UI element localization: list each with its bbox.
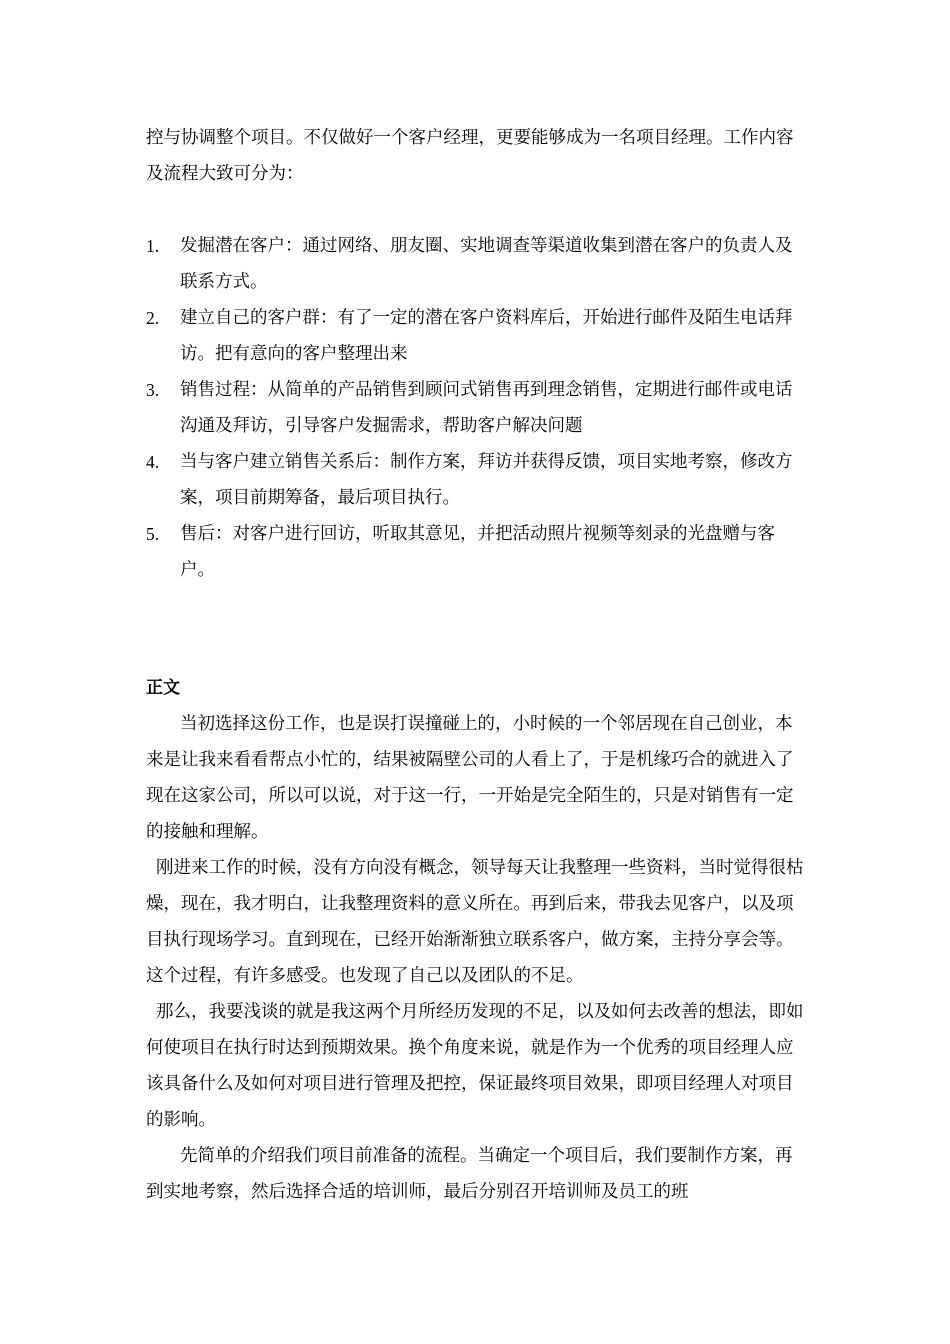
workflow-list xyxy=(146,228,806,588)
body-paragraph: 刚进来工作的时候，没有方向没有概念，领导每天让我整理一些资料，当时觉得很枯燥，现在，我才明白，让我整理资料的意义所在。再到后来，带我去见客户，以及项目执行现场学习。直到现在，已经开始渐渐独立联系客户，做方案，主持分享会等。这个过程，有许多感受。也发现了自己以及团队的不足。 xyxy=(146,858,804,986)
list-item-number: 1. xyxy=(146,236,160,256)
body-paragraph: 那么，我要浅谈的就是我这两个月所经历发现的不足，以及如何去改善的想法，即如何使项目在执行时达到预期效果。换个角度来说，就是作为一个优秀的项目经理人应该具备什么及如何对项目进行管理及把控，保证最终项目效果，即项目经理人对项目的影响。 xyxy=(146,1002,804,1130)
document-page xyxy=(146,120,806,1210)
intro-paragraph: 控与协调整个项目。不仅做好一个客户经理，更要能够成为一名项目经理。工作内容及流程大致可分为： xyxy=(146,128,794,184)
list-item xyxy=(146,372,806,444)
list-item-text: 销售过程：从简单的产品销售到顾问式销售再到理念销售，定期进行邮件或电话沟通及拜访，引导客户发掘需求，帮助客户解决问题 xyxy=(180,380,793,436)
list-item-text: 当与客户建立销售关系后：制作方案，拜访并获得反馈，项目实地考察，修改方案，项目前期筹备，最后项目执行。 xyxy=(180,452,793,508)
section-heading: 正文 xyxy=(146,678,180,698)
list-item-number: 3. xyxy=(146,380,160,400)
list-item-number: 5. xyxy=(146,524,160,544)
list-item xyxy=(146,444,806,516)
body-section xyxy=(146,706,806,1210)
list-item-text: 售后：对客户进行回访，听取其意见，并把活动照片视频等刻录的光盘赠与客户。 xyxy=(180,524,775,580)
list-item-number: 4. xyxy=(146,452,160,472)
list-item-text: 发掘潜在客户：通过网络、朋友圈、实地调查等渠道收集到潜在客户的负责人及联系方式。 xyxy=(180,236,793,292)
intro-section xyxy=(146,120,806,192)
list-item-number: 2. xyxy=(146,308,160,328)
list-item-text: 建立自己的客户群：有了一定的潜在客户资料库后，开始进行邮件及陌生电话拜访。把有意向的客户整理出来 xyxy=(180,308,793,364)
body-paragraph: 先简单的介绍我们项目前准备的流程。当确定一个项目后，我们要制作方案，再到实地考察，然后选择合适的培训师，最后分别召开培训师及员工的班 xyxy=(146,1146,793,1202)
list-item xyxy=(146,516,806,588)
list-item xyxy=(146,228,806,300)
body-paragraph: 当初选择这份工作，也是误打误撞碰上的，小时候的一个邻居现在自己创业，本来是让我来看看帮点小忙的，结果被隔壁公司的人看上了，于是机缘巧合的就进入了现在这家公司，所以可以说，对于这一行，一开始是完全陌生的，只是对销售有一定的接触和理解。 xyxy=(146,714,794,842)
list-item xyxy=(146,300,806,372)
